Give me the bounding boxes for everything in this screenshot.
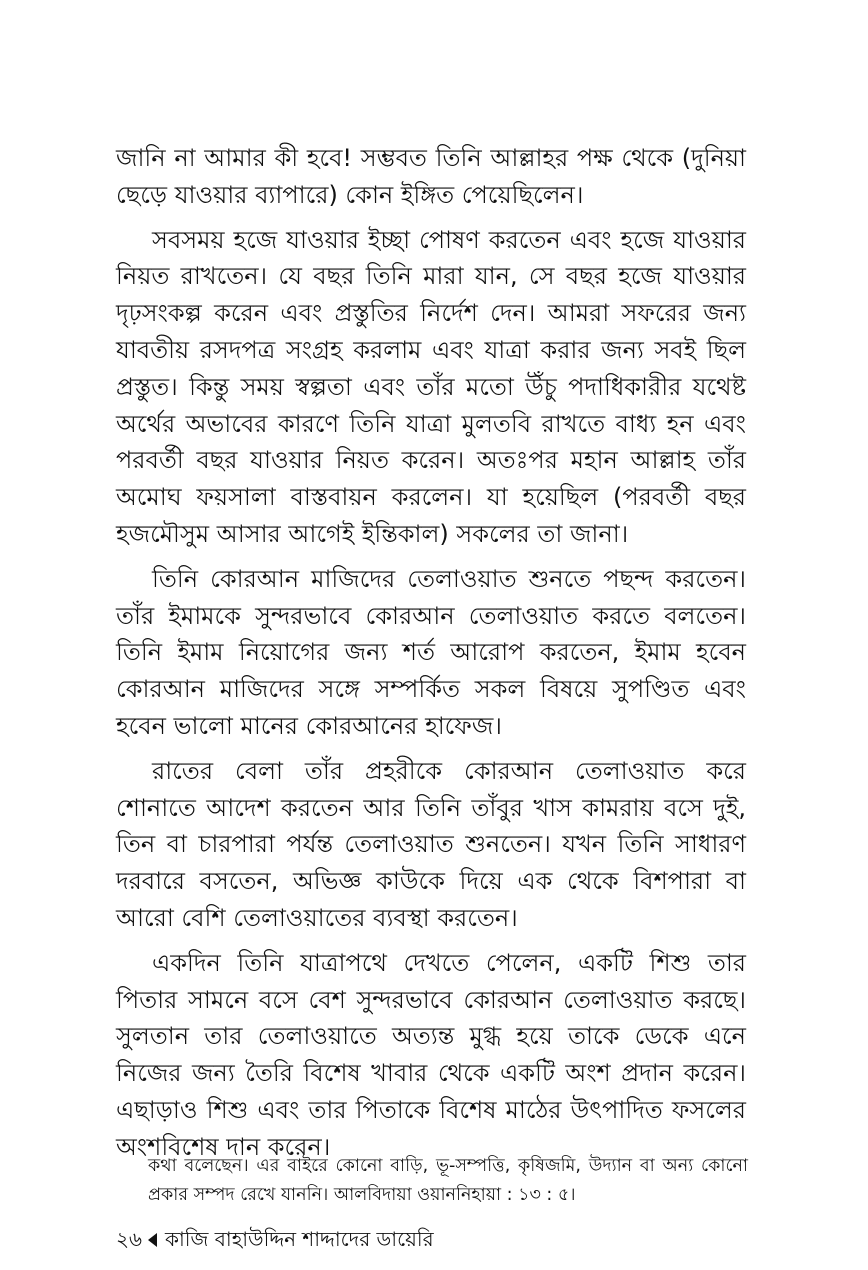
page-number: ২৬ (116, 1227, 143, 1251)
running-title: কাজি বাহাউদ্দিন শাদ্দাদের ডায়েরি (165, 1227, 434, 1251)
page-footer (116, 1222, 746, 1256)
left-triangle-icon (148, 1233, 157, 1247)
paragraph-child-reciter: একদিন তিনি যাত্রাপথে দেখতে পেলেন, একটি শিশু তার পিতার সামনে বসে বেশ সুন্দরভাবে কোরআন তেলাওয়াত করছে। সুলতান তার তেলাওয়াতে অত্যন্ত মুগ্ধ হয়ে তাকে ডেকে এনে নিজের জন্য তৈরি বিশেষ খাবার থেকে একটি অংশ প্রদান করেন। এছাড়াও শিশু এবং তার পিতাকে বিশেষ মাঠের উৎপাদিত ফসলের অংশবিশেষ দান করেন। (116, 948, 746, 1161)
paragraph-quran-recitation: তিনি কোরআন মাজিদের তেলাওয়াত শুনতে পছন্দ করতেন। তাঁর ইমামকে সুন্দরভাবে কোরআন তেলাওয়াত করতে বলতেন। তিনি ইমাম নিয়োগের জন্য শর্ত আরোপ করতেন, ইমাম হবেন কোরআন মাজিদের সঙ্গে সম্পর্কিত সকল বিষয়ে সুপণ্ডিত এবং হবেন ভালো মানের কোরআনের হাফেজ। (116, 564, 746, 740)
paragraph-night-recitation: রাতের বেলা তাঁর প্রহরীকে কোরআন তেলাওয়াত করে শোনাতে আদেশ করতেন আর তিনি তাঁবুর খাস কামরায় বসে দুই, তিন বা চারপারা পর্যন্ত তেলাওয়াত শুনতেন। যখন তিনি সাধারণ দরবারে বসতেন, অভিজ্ঞ কাউকে দিয়ে এক থেকে বিশপারা বা আরো বেশি তেলাওয়াতের ব্যবস্থা করতেন। (116, 756, 746, 932)
paragraph-continued: জানি না আমার কী হবে! সম্ভবত তিনি আল্লাহর পক্ষ থেকে (দুনিয়া ছেড়ে যাওয়ার ব্যাপারে) কোন ইঙ্গিত পেয়েছিলেন। (116, 144, 746, 209)
paragraph-hajj-intention: সবসময় হজে যাওয়ার ইচ্ছা পোষণ করতেন এবং হজে যাওয়ার নিয়ত রাখতেন। যে বছর তিনি মারা যান, সে বছর হজে যাওয়ার দৃঢ়সংকল্প করেন এবং প্রস্তুতির নির্দেশ দেন। আমরা সফরের জন্য যাবতীয় রসদপত্র সংগ্রহ করলাম এবং যাত্রা করার জন্য সবই ছিল প্রস্তুত। কিন্তু সময় স্বল্পতা এবং তাঁর মতো উঁচু পদাধিকারীর যথেষ্ট অর্থের অভাবের কারণে তিনি যাত্রা মুলতবি রাখতে বাধ্য হন এবং পরবর্তী বছর যাওয়ার নিয়ত করেন। অতঃপর মহান আল্লাহ তাঁর অমোঘ ফয়সালা বাস্তবায়ন করলেন। যা হয়েছিল (পরবর্তী বছর হজমৌসুম আসার আগেই ইন্তিকাল) সকলের তা জানা। (116, 225, 746, 548)
main-text (116, 140, 746, 1174)
footnote: কথা বলেছেন। এর বাইরে কোনো বাড়ি, ভূ-সম্পত্তি, কৃষিজমি, উদ্যান বা অন্য কোনো প্রকার সম্পদ রেখে যাননি। আলবিদায়া ওয়াননিহায়া : ১৩ : ৫। (148, 1156, 748, 1205)
